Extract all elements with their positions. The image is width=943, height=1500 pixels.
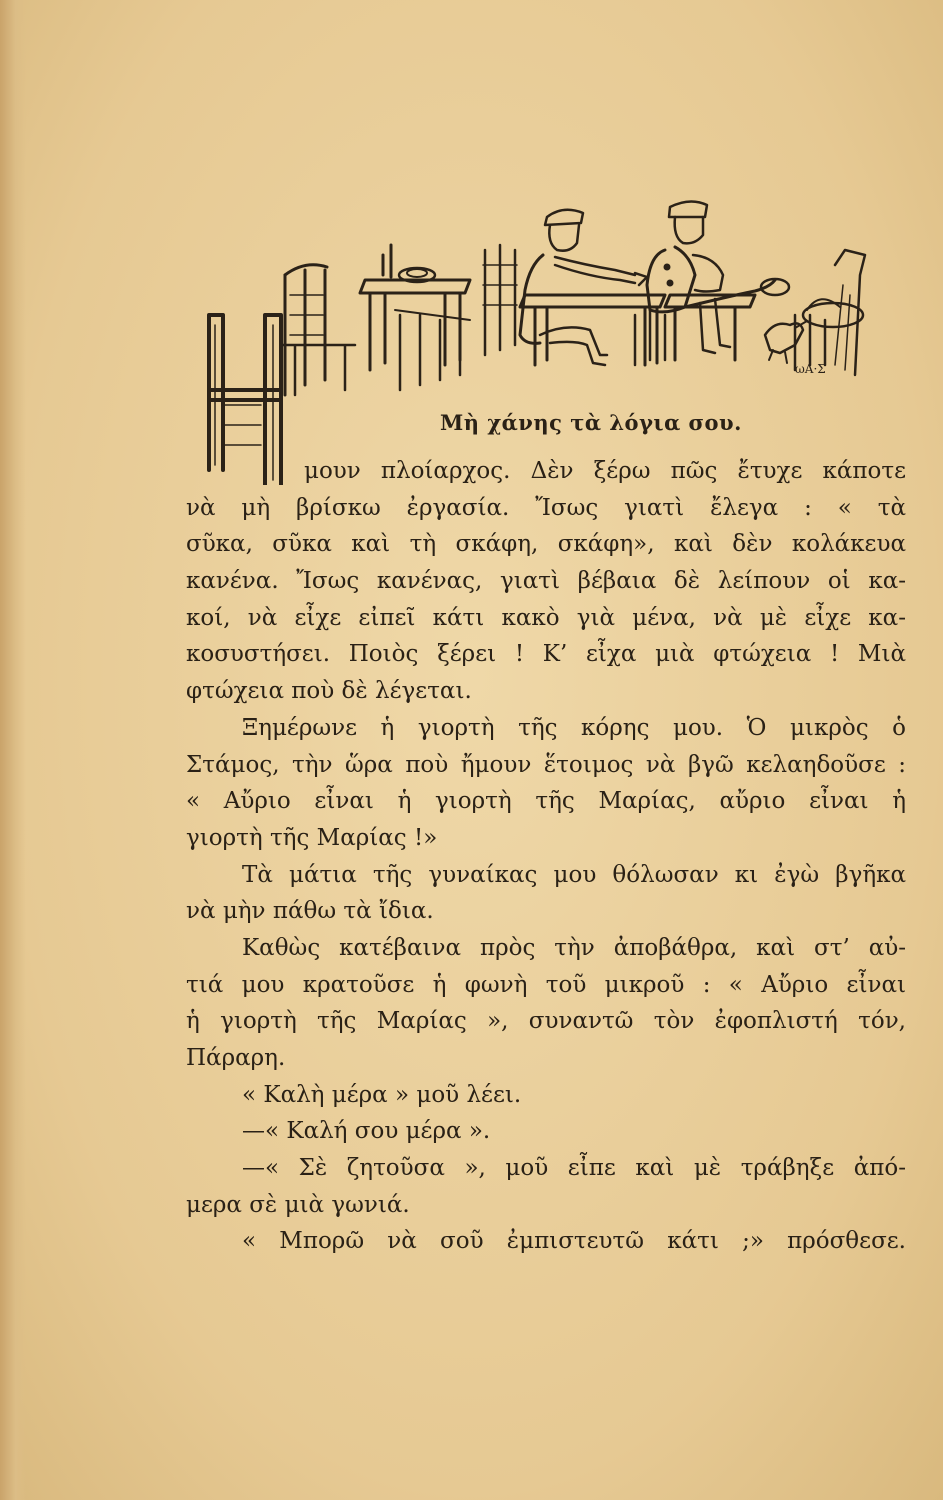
text-line: Καθὼς κατέβαινα πρὸς τὴν ἀποβάθρα, καὶ στ’ αὐ- bbox=[242, 934, 906, 961]
text-line: —« Σὲ ζητοῦσα », μοῦ εἶπε καὶ μὲ τράβηξε ἀπό- bbox=[242, 1155, 906, 1182]
text-line: σῦκα, σῦκα καὶ τὴ σκάφη, σκάφη», καὶ δὲν κολάκευα bbox=[186, 531, 906, 558]
text-line: τιά μου κρατοῦσε ἡ φωνὴ τοῦ μικροῦ : « Αὔριο εἶναι bbox=[186, 971, 906, 998]
text-line: ἡ γιορτὴ τῆς Μαρίας », συναντῶ τὸν ἐφοπλιστή τόν, bbox=[186, 1008, 906, 1035]
text-line: Τὰ μάτια τῆς γυναίκας μου θόλωσαν κι ἐγὼ βγῆκα bbox=[242, 861, 906, 888]
seated-man-left bbox=[520, 210, 647, 365]
text-line: κοσυστήσει. Ποιὸς ξέρει ! Κ’ εἶχα μιὰ φτώχεια ! Μιὰ bbox=[186, 641, 906, 668]
text-line: μερα σὲ μιὰ γωνιά. bbox=[186, 1191, 410, 1218]
text-line: Στάμος, τὴν ὥρα ποὺ ἤμουν ἕτοιμος νὰ βγῶ κελαηδοῦσε : bbox=[186, 751, 906, 778]
text-line: « Μπορῶ νὰ σοῦ ἐμπιστευτῶ κάτι ;» πρόσθεσε. bbox=[242, 1228, 906, 1255]
illustration-with-drop-cap bbox=[195, 195, 885, 485]
page-edge bbox=[0, 0, 26, 1500]
dog bbox=[765, 321, 807, 363]
drop-cap-letter bbox=[195, 195, 281, 485]
text-line: φτώχεια ποὺ δὲ λέγεται. bbox=[186, 678, 472, 705]
text-line: « Αὔριο εἶναι ἡ γιορτὴ τῆς Μαρίας, αὔριο εἶναι ἡ bbox=[186, 788, 906, 815]
text-line: Πάραρη. bbox=[186, 1045, 286, 1071]
body-text bbox=[186, 453, 906, 1260]
text-line: « Καλὴ μέρα » μοῦ λέει. bbox=[242, 1081, 522, 1108]
text-line: —« Καλή σου μέρα ». bbox=[242, 1118, 491, 1145]
text-line: κοί, νὰ εἶχε εἰπεῖ κάτι κακὸ γιὰ μένα, νὰ μὲ εἶχε κα- bbox=[186, 604, 906, 631]
text-line: μουν πλοίαρχος. Δὲν ξέρω πῶς ἔτυχε κάποτε bbox=[304, 458, 906, 484]
artist-signature: ωA·Σ bbox=[795, 362, 826, 376]
text-line: κανένα. Ἴσως κανένας, γιατὶ βέβαια δὲ λείπουν οἱ κα- bbox=[186, 568, 906, 595]
text-line: νὰ μὴν πάθω τὰ ἴδια. bbox=[186, 898, 434, 925]
chapter-title: Μὴ χάνης τὰ λόγια σου. bbox=[440, 410, 742, 435]
text-line: Ξημέρωνε ἡ γιορτὴ τῆς κόρης μου. Ὁ μικρὸς ὁ bbox=[242, 714, 906, 741]
text-line: νὰ μὴ βρίσκω ἐργασία. Ἴσως γιατὶ ἔλεγα : « τὰ bbox=[186, 494, 906, 521]
text-line: γιορτὴ τῆς Μαρίας !» bbox=[186, 824, 438, 851]
